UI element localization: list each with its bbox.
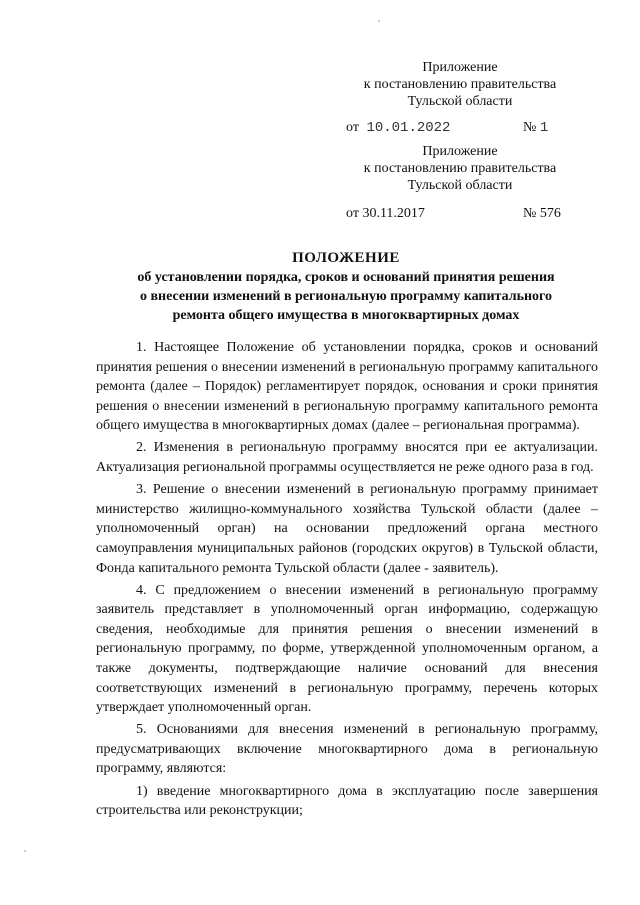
number-1-label: № [523, 120, 537, 135]
paragraph-1: 1. Настоящее Положение об установлении порядка, сроков и оснований принятия решения о внесении изменений в региональную программу капитального ремонта (далее – Порядок) регламентирует порядок, основания и сроки принятия решения о внесении изменений в региональную программу капитального ремонта общего имущества в многоквартирных домах (далее – региональная программа). [96, 340, 598, 434]
scan-speck [24, 850, 26, 852]
date-2-value: 30.11.2017 [362, 206, 425, 221]
document-title [96, 249, 596, 325]
date-line-1 [346, 119, 450, 137]
title-main: ПОЛОЖЕНИЕ [292, 250, 400, 266]
date-1-value: 10.01.2022 [366, 120, 451, 136]
annex-1-line-3: Тульской области [407, 94, 513, 109]
title-line-1: об установлении порядка, сроков и оснований принятия решения [137, 270, 555, 285]
annex-2-line-3: Тульской области [407, 178, 513, 193]
paragraph-6: 1) введение многоквартирного дома в эксплуатацию после завершения строительства или реконструкции; [96, 783, 598, 819]
annex-1-line-1: Приложение [422, 60, 498, 75]
paragraph-5: 5. Основаниями для внесения изменений в региональную программу, предусматривающих включение многоквартирного дома в региональную программу, являются: [96, 722, 598, 777]
number-2 [523, 205, 561, 222]
annex-2-line-1: Приложение [422, 144, 498, 159]
number-2-label: № [523, 206, 537, 221]
paragraph-2: 2. Изменения в региональную программу вносятся при ее актуализации. Актуализация региональной программы осуществляется не реже одного раза в год. [96, 440, 598, 476]
date-1-prefix: от [346, 120, 359, 135]
title-line-2: о внесении изменений в региональную программу капитального [139, 289, 553, 304]
number-1 [523, 119, 548, 137]
document-body [96, 338, 598, 823]
date-2-prefix: от [346, 206, 359, 221]
scan-speck [378, 20, 380, 22]
number-2-value: 576 [539, 206, 561, 221]
annex-2-line-2: к постановлению правительства [363, 161, 557, 176]
annex-1-line-2: к постановлению правительства [363, 77, 557, 92]
date-line-2 [346, 205, 425, 222]
annex-header-1 [340, 59, 580, 110]
number-1-value: 1 [539, 120, 549, 136]
title-line-3: ремонта общего имущества в многоквартирных домах [172, 308, 520, 323]
paragraph-3: 3. Решение о внесении изменений в региональную программу принимает министерство жилищно-коммунального хозяйства Тульской области (далее – уполномоченный орган) на основании предложений органа местного самоуправления муниципальных районов (городских округов) в Тульской области, Фонда капитального ремонта Тульской области (далее - заявитель). [96, 482, 598, 576]
annex-header-2 [340, 143, 580, 194]
paragraph-4: 4. С предложением о внесении изменений в региональную программу заявитель представляет в уполномоченный орган информацию, содержащую сведения, необходимые для принятия решения о внесении изменений в региональную программу, по форме, утвержденной уполномоченным органом, а также документы, подтверждающие наличие оснований для внесения соответствующих изменений в региональную программу, перечень которых утверждает уполномоченный орган. [96, 582, 598, 716]
